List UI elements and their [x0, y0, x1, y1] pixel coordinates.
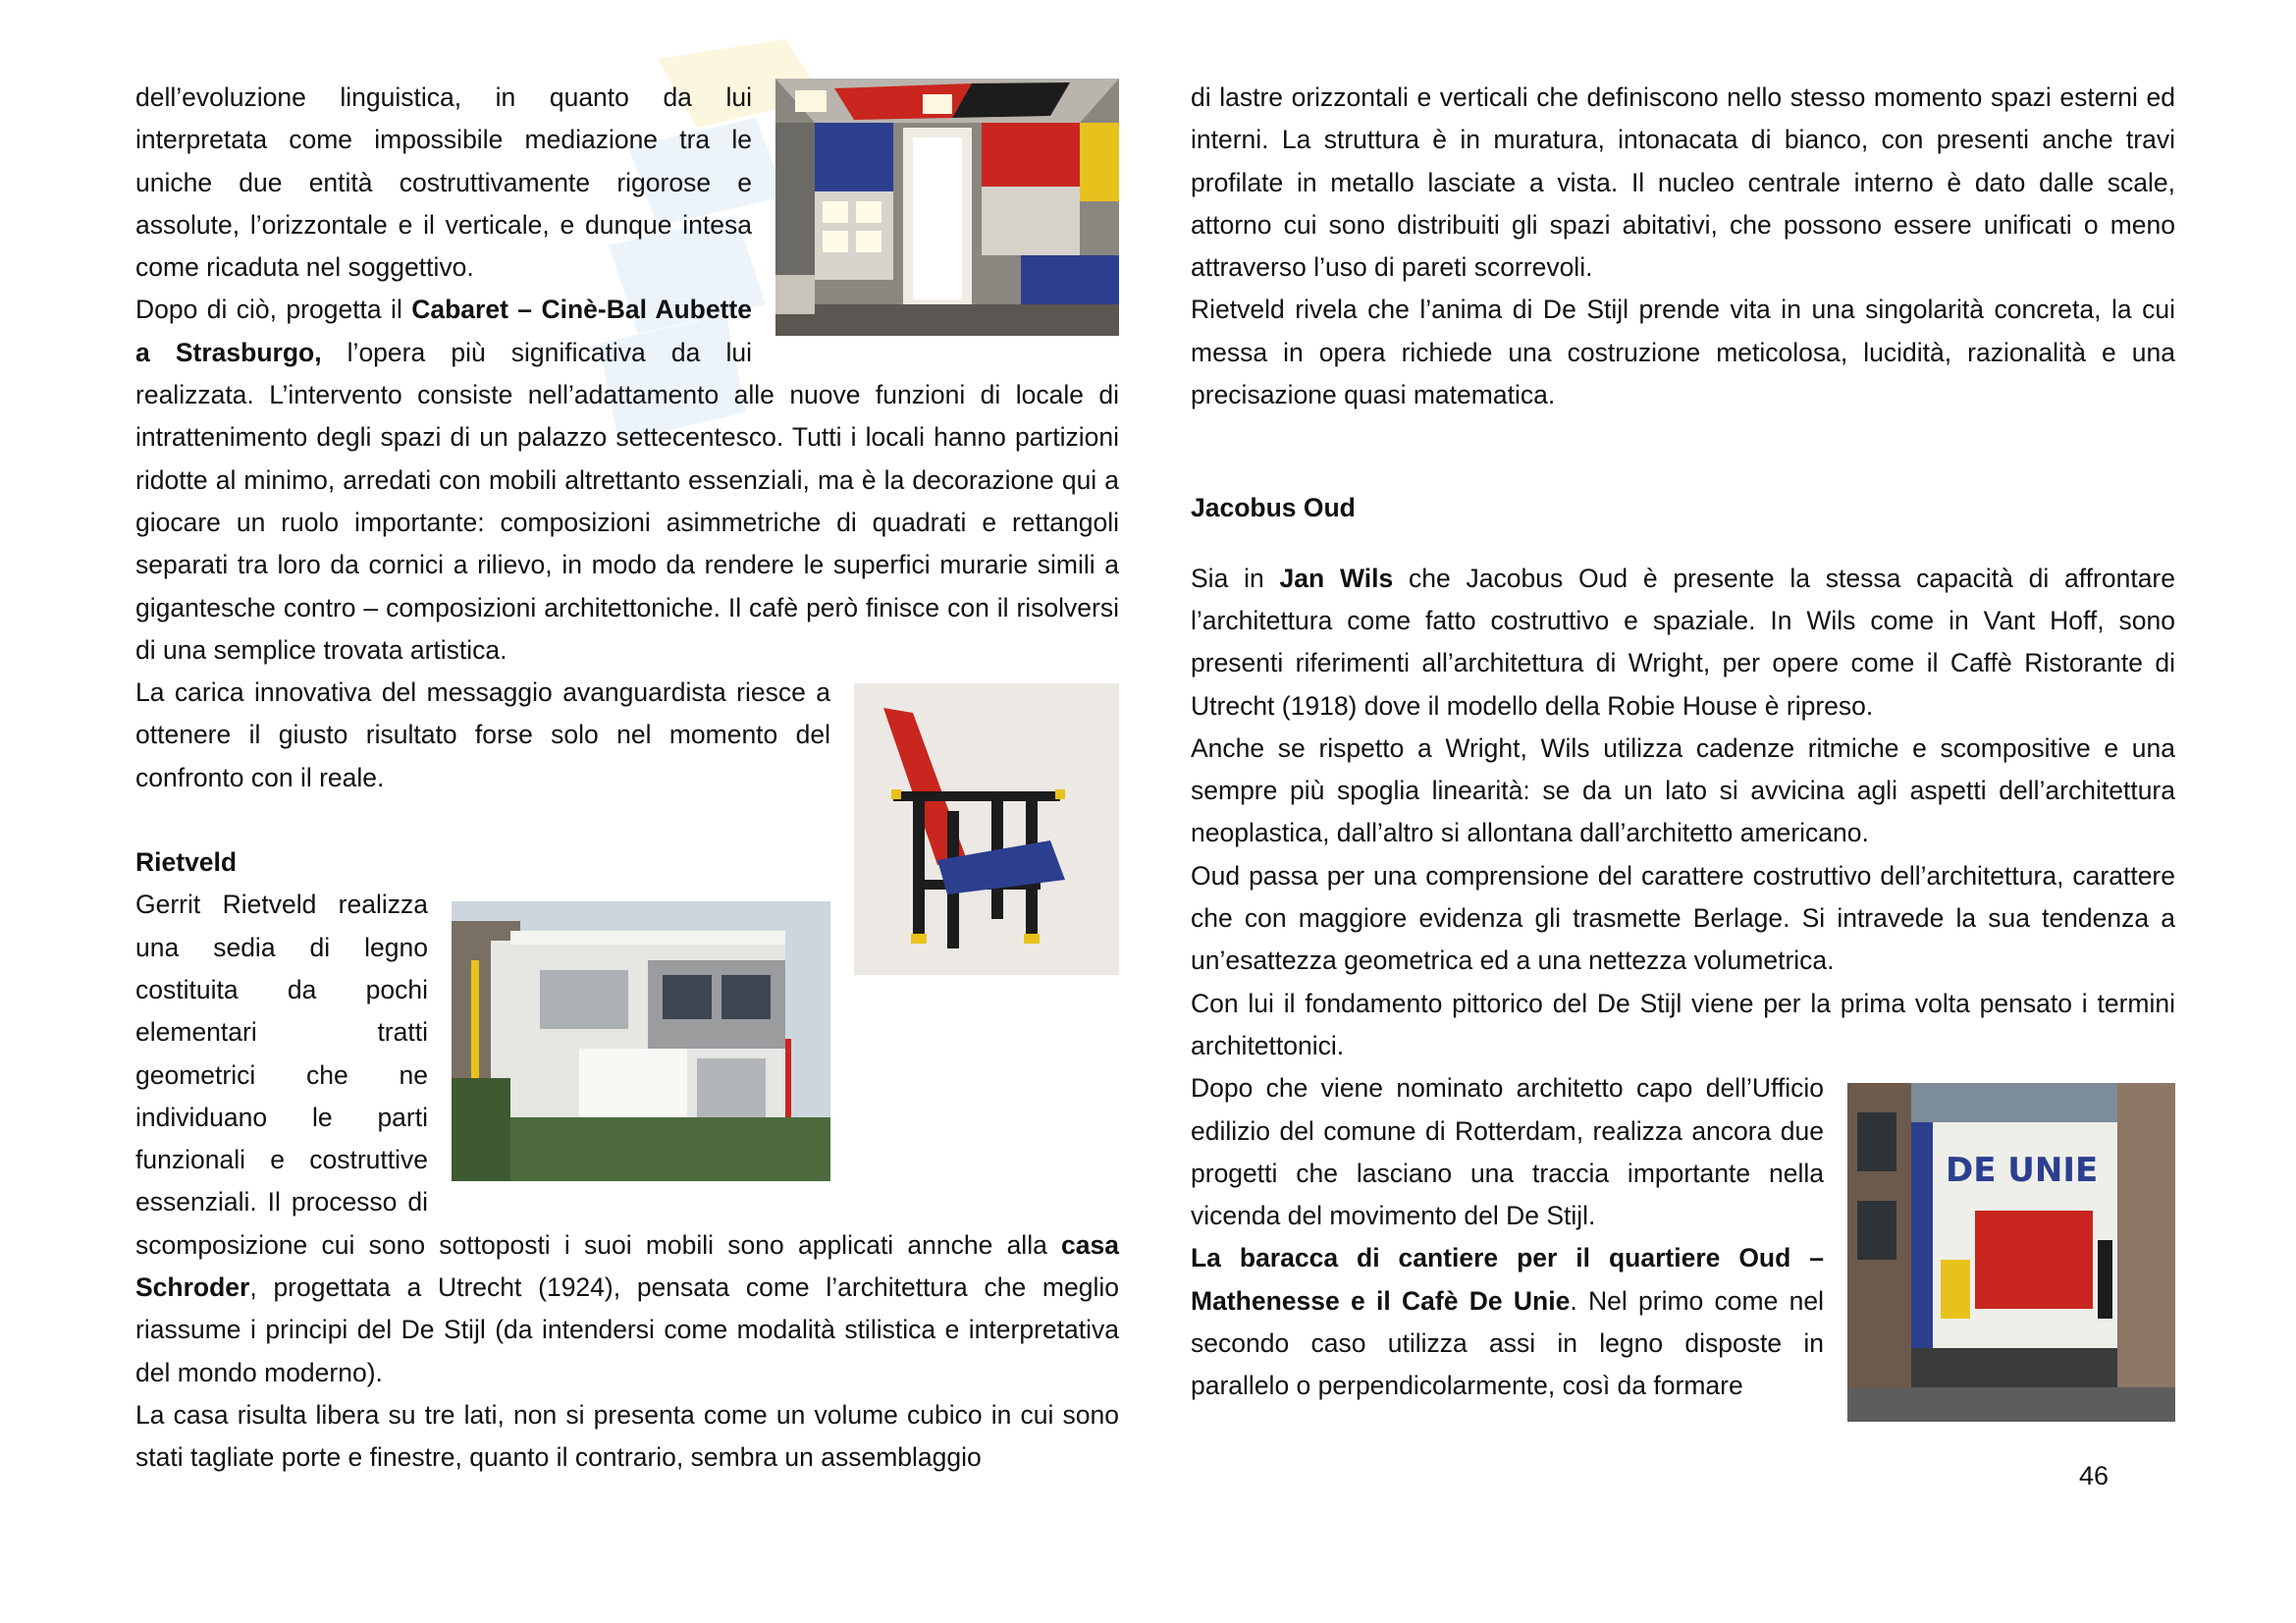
red-blue-chair-photo	[854, 683, 1119, 975]
right-paragraph-6: Con lui il fondamento pittorico del De Stijl viene per la prima volta pensato i termini architettonici.	[1191, 988, 2175, 1060]
right-paragraph-2: Rietveld rivela che l’anima di De Stijl prende vita in una singolarità concreta, la cui messa in opera richiede una costruzione meticolosa, lucidità, razionalità e una precisazione quasi matematica.	[1191, 295, 2175, 410]
right-column	[1191, 77, 2175, 1430]
jan-wils-name: Jan Wils	[1279, 563, 1394, 593]
cafe-de-unie-photo	[1847, 1083, 2175, 1422]
heading-rietveld: Rietveld	[135, 847, 238, 878]
right-paragraph-4: Anche se rispetto a Wright, Wils utilizza cadenze ritmiche e scompositive e una sempre più spoglia linearità: se da un lato si avvicina agli aspetti dell’architettura neoplastica, dall’altro si allontana dall’architetto americano.	[1191, 732, 2175, 848]
right-paragraph-3: Sia in Jan Wils che Jacobus Oud è presente la stessa capacità di affrontare l’architettura come fatto costruttivo e spaziale. In Wils come in Vant Hoff, sono presenti riferimenti all’architettura di Wright, per opere come il Caffè Ristorante di Utrecht (1918) dove il modello della Robie House è ripreso.	[1191, 563, 2175, 721]
aubette-title: Cabaret – Cinè-Bal Aubette a Strasburgo,	[135, 295, 752, 367]
page-number: 46	[2079, 1461, 2109, 1490]
right-paragraph-5: Oud passa per una comprensione del carattere costruttivo dell’architettura, carattere che con maggiore evidenza gli trasmette Berlage. Si intravede la sua tendenza a un’esattezza geometrica ed a una nettezza volumetrica.	[1191, 860, 2175, 976]
right-paragraph-1: di lastre orizzontali e verticali che definiscono nello stesso momento spazi esterni ed interni. La struttura è in muratura, intonacata di bianco, con presenti anche travi profilate in metallo lasciate a vista. Il nucleo centrale interno è dato dalle scale, attorno cui sono distribuiti gli spazi abitativi, che possono essere unificati o meno attraverso l’uso di pareti scorrevoli.	[1191, 82, 2175, 283]
left-paragraph-5: La casa risulta libera su tre lati, non si presenta come un volume cubico in cui sono stati tagliate porte e finestre, quanto il contrario, sembra un assemblaggio	[135, 1399, 1119, 1473]
schroder-house-photo	[452, 901, 830, 1181]
baracca-title: La baracca di cantiere per il quartiere Oud – Mathenesse e il Cafè De Unie	[1191, 1243, 1824, 1316]
casa-schroder-title: casa Schroder	[135, 1229, 1119, 1303]
cafe-sign-text: DE UNIE	[1946, 1151, 2099, 1191]
left-column	[135, 77, 1119, 1480]
left-paragraph-4: Gerrit Rietveld realizza una sedia di legno costituita da pochi elementari tratti geometrici che ne individuano le parti funzionali e costruttive essenziali. Il processo di scomposizione cui sono sottoposti i suoi mobili sono applicati annche alla casa Schroder, progettata a Utrecht (1924), pensata come l’architettura che meglio riassume i principi del De Stijl (da intendersi come modalità stilistica e interpretativa del mondo moderno).	[135, 890, 1119, 1387]
right-paragraph-8: La baracca di cantiere per il quartiere Oud – Mathenesse e il Cafè De Unie. Nel primo come nel secondo caso utilizza assi in legno disposte in parallelo o perpendicolarmente, così da formare	[1191, 1243, 1824, 1401]
heading-jacobus-oud: Jacobus Oud	[1191, 493, 1356, 523]
left-paragraph-3: La carica innovativa del messaggio avanguardista riesce a ottenere il giusto risultato forse solo nel momento del confronto con il reale.	[135, 672, 1119, 799]
aubette-interior-photo	[775, 79, 1119, 336]
right-paragraph-7: DE UNIE Dopo che viene nominato architetto capo dell’Ufficio edilizio del comune di Rotterdam, realizza ancora due progetti che lasciano una traccia importante nella vicenda del movimento del De Stijl.	[1191, 1067, 2175, 1237]
left-paragraph-1	[135, 77, 1119, 289]
left-paragraph-2: Dopo di ciò, progetta il Cabaret – Cinè-Bal Aubette a Strasburgo, l’opera più significativa da lui realizzata. L’intervento consiste nell’adattamento alle nuove funzioni di locale di intrattenimento degli spazi di un palazzo settecentesco. Tutti i locali hanno partizioni ridotte al minimo, arredati con mobili altrettanto essenziali, ma è la decorazione qui a giocare un ruolo importante: composizioni asimmetriche di quadrati e rettangoli separati tra loro da cornici a rilievo, in modo da rendere le superfici murarie simili a gigantesche contro – composizioni architettoniche. Il cafè però finisce con il risolversi di una semplice trovata artistica.	[135, 295, 1119, 665]
left-paragraph-1-text: dell’evoluzione linguistica, in quanto da lui interpretata come impossibile mediazione tra le uniche due entità costruttivamente rigorose e assolute, l’orizzontale e il verticale, e dunque intesa come ricaduta nel soggettivo.	[135, 82, 752, 283]
